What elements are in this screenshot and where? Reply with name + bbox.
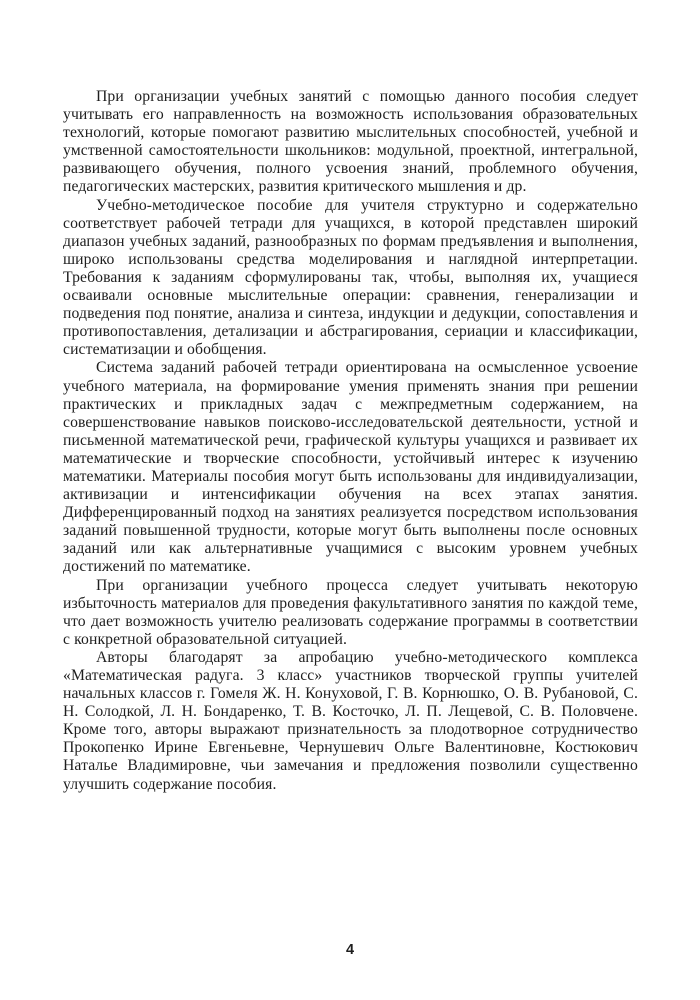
paragraph-3: Система заданий рабочей тетради ориентирована на осмысленное усвоение учебного материала, на формирование умения применять знания при решении практических и прикладных задач с межпредметным содержанием, на совершенствование навыков поисково-исследовательской деятельности, устной и письменной математической речи, графической культуры учащихся и развивает их математические и творческие способности, устойчивый интерес к изучению математики. Материалы пособия могут быть использованы для индивидуализации, активизации и интенсификации обучения на всех этапах занятия. Дифференцированный подход на занятиях реализуется посредством использования заданий повышенной трудности, которые могут быть выполнены после основных заданий или как альтернативные учащимися с высоким уровнем учебных достижений по математике. <box>63 359 638 576</box>
text-block <box>63 88 638 794</box>
paragraph-5: Авторы благодарят за апробацию учебно-методического комплекса «Математическая радуга. 3 класс» участников творческой группы учителей начальных классов г. Гомеля Ж. Н. Конуховой, Г. В. Корнюшко, О. В. Рубановой, С. Н. Солодкой, Л. Н. Бондаренко, Т. В. Косточко, Л. П. Лещевой, С. В. Половчене. Кроме того, авторы выражают признательность за плодотворное сотрудничество Прокопенко Ирине Евгеньевне, Чернушевич Ольге Валентиновне, Костюкович Наталье Владимировне, чьи замечания и предложения позволили существенно улучшить содержание пособия. <box>63 648 638 793</box>
page-footer <box>0 941 700 959</box>
paragraph-2: Учебно-методическое пособие для учителя структурно и содержательно соответствует рабочей тетради для учащихся, в которой представлен широкий диапазон учебных заданий, разнообразных по формам предъявления и выполнения, широко использованы средства моделирования и наглядной интерпретации. Требования к заданиям сформулированы так, чтобы, выполняя их, учащиеся осваивали основные мыслительные операции: сравнения, генерализации и подведения под понятие, анализа и синтеза, индукции и дедукции, сопоставления и противопоставления, детализации и абстрагирования, сериации и классификации, систематизации и обобщения. <box>63 196 638 359</box>
paragraph-4: При организации учебного процесса следует учитывать некоторую избыточность материалов для проведения факультативного занятия по каждой теме, что дает возможность учителю реализовать содержание программы в соответствии с конкретной образовательной ситуацией. <box>63 576 638 648</box>
paragraph-1: При организации учебных занятий с помощью данного пособия следует учитывать его направленность на возможность использования образовательных технологий, которые помогают развитию мыслительных способностей, учебной и умственной самостоятельности школьников: модульной, проектной, интегральной, развивающего обучения, полного усвоения знаний, проблемного обучения, педагогических мастерских, развития критического мышления и др. <box>63 88 638 196</box>
page-number: 4 <box>345 942 355 958</box>
